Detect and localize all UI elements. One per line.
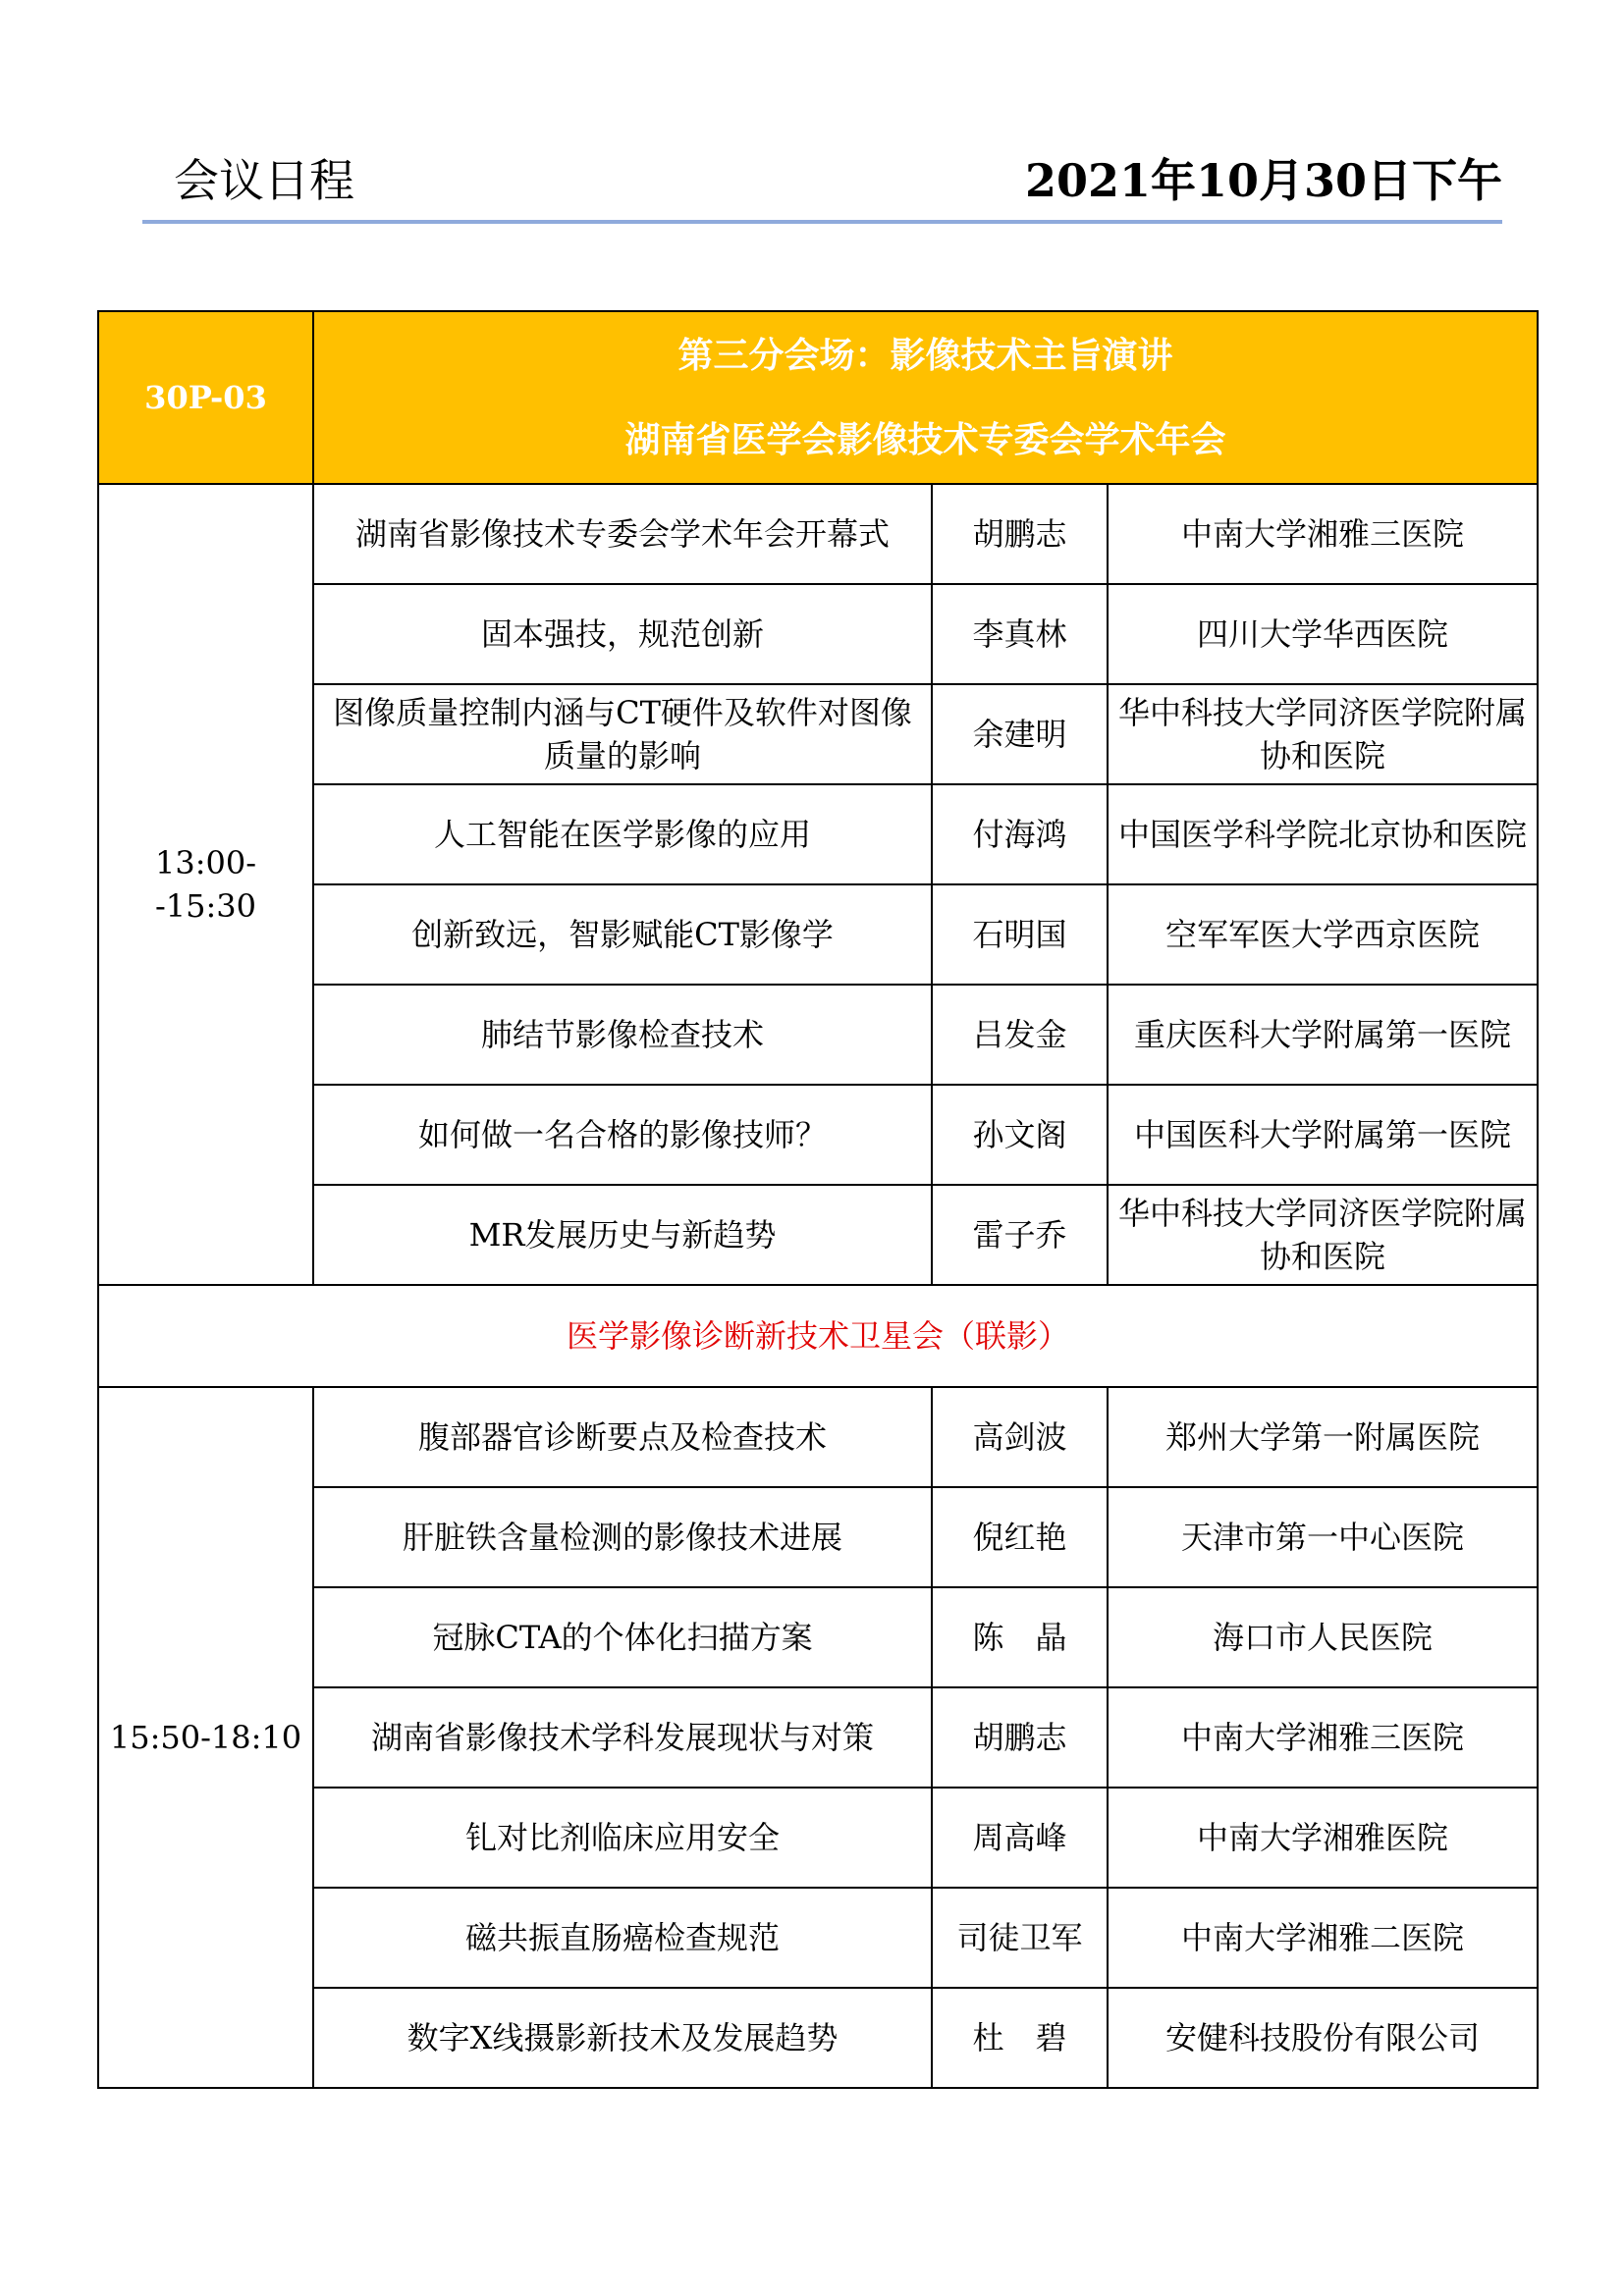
talk-topic: 钆对比剂临床应用安全: [313, 1788, 932, 1888]
table-row: [98, 1185, 1538, 1285]
talk-speaker: 余建明: [932, 684, 1108, 784]
talk-speaker: 周高峰: [932, 1788, 1108, 1888]
talk-organization: 中南大学湘雅二医院: [1108, 1888, 1538, 1988]
table-row: [98, 784, 1538, 884]
session-title-line1: 第三分会场：影像技术主旨演讲: [677, 335, 1173, 376]
talk-topic: 湖南省影像技术学科发展现状与对策: [313, 1687, 932, 1788]
talk-speaker: 李真林: [932, 584, 1108, 684]
talk-organization: 天津市第一中心医院: [1108, 1487, 1538, 1587]
talk-organization: 中南大学湘雅医院: [1108, 1788, 1538, 1888]
talk-speaker: 杜 碧: [932, 1988, 1108, 2088]
satellite-session-title: 医学影像诊断新技术卫星会（联影）: [98, 1285, 1538, 1387]
talk-organization: 中南大学湘雅三医院: [1108, 484, 1538, 584]
talk-organization: 四川大学华西医院: [1108, 584, 1538, 684]
table-row: [98, 1387, 1538, 1487]
table-row: [98, 584, 1538, 684]
page-header: [142, 0, 1502, 224]
time-slot-2: 15:50-18:10: [98, 1387, 313, 2088]
talk-speaker: 吕发金: [932, 985, 1108, 1085]
talk-topic: 冠脉CTA的个体化扫描方案: [313, 1587, 932, 1687]
table-row: [98, 884, 1538, 985]
talk-topic: 肺结节影像检查技术: [313, 985, 932, 1085]
header-divider: [142, 220, 1502, 224]
table-row: [98, 1487, 1538, 1587]
document-title: 会议日程: [174, 154, 354, 207]
talk-topic: 腹部器官诊断要点及检查技术: [313, 1387, 932, 1487]
session-titles: [313, 311, 1538, 484]
talk-speaker: 孙文阁: [932, 1085, 1108, 1185]
talk-speaker: 胡鹏志: [932, 484, 1108, 584]
talk-speaker: 付海鸿: [932, 784, 1108, 884]
talk-organization: 中国医学科学院北京协和医院: [1108, 784, 1538, 884]
talk-topic: 如何做一名合格的影像技师？: [313, 1085, 932, 1185]
talk-speaker: 司徒卫军: [932, 1888, 1108, 1988]
table-row: [98, 684, 1538, 784]
talk-topic: 磁共振直肠癌检查规范: [313, 1888, 932, 1988]
talk-topic: 湖南省影像技术专委会学术年会开幕式: [313, 484, 932, 584]
session-header-row: [98, 311, 1538, 484]
table-row: [98, 1988, 1538, 2088]
schedule-table: [97, 310, 1539, 2089]
talk-organization: 中国医科大学附属第一医院: [1108, 1085, 1538, 1185]
talk-topic: MR发展历史与新趋势: [313, 1185, 932, 1285]
time-slot-1: 13:00--15:30: [98, 484, 313, 1285]
talk-organization: 安健科技股份有限公司: [1108, 1988, 1538, 2088]
document-date: 2021年10月30日下午: [1024, 154, 1502, 207]
talk-topic: 创新致远，智影赋能CT影像学: [313, 884, 932, 985]
table-row: [98, 1587, 1538, 1687]
talk-topic: 数字X线摄影新技术及发展趋势: [313, 1988, 932, 2088]
table-row: [98, 1788, 1538, 1888]
talk-organization: 华中科技大学同济医学院附属协和医院: [1108, 684, 1538, 784]
talk-speaker: 胡鹏志: [932, 1687, 1108, 1788]
table-row: [98, 484, 1538, 584]
talk-topic: 图像质量控制内涵与CT硬件及软件对图像质量的影响: [313, 684, 932, 784]
talk-speaker: 陈 晶: [932, 1587, 1108, 1687]
table-row: [98, 1888, 1538, 1988]
talk-speaker: 高剑波: [932, 1387, 1108, 1487]
talk-organization: 中南大学湘雅三医院: [1108, 1687, 1538, 1788]
talk-speaker: 雷子乔: [932, 1185, 1108, 1285]
talk-topic: 固本强技，规范创新: [313, 584, 932, 684]
table-row: [98, 1085, 1538, 1185]
talk-organization: 郑州大学第一附属医院: [1108, 1387, 1538, 1487]
talk-speaker: 石明国: [932, 884, 1108, 985]
satellite-banner-row: [98, 1285, 1538, 1387]
table-row: [98, 985, 1538, 1085]
talk-organization: 海口市人民医院: [1108, 1587, 1538, 1687]
session-code: 30P-03: [98, 311, 313, 484]
talk-topic: 人工智能在医学影像的应用: [313, 784, 932, 884]
table-row: [98, 1687, 1538, 1788]
session-title-line2: 湖南省医学会影像技术专委会学术年会: [624, 419, 1226, 460]
talk-organization: 重庆医科大学附属第一医院: [1108, 985, 1538, 1085]
talk-organization: 空军军医大学西京医院: [1108, 884, 1538, 985]
talk-topic: 肝脏铁含量检测的影像技术进展: [313, 1487, 932, 1587]
talk-organization: 华中科技大学同济医学院附属协和医院: [1108, 1185, 1538, 1285]
talk-speaker: 倪红艳: [932, 1487, 1108, 1587]
